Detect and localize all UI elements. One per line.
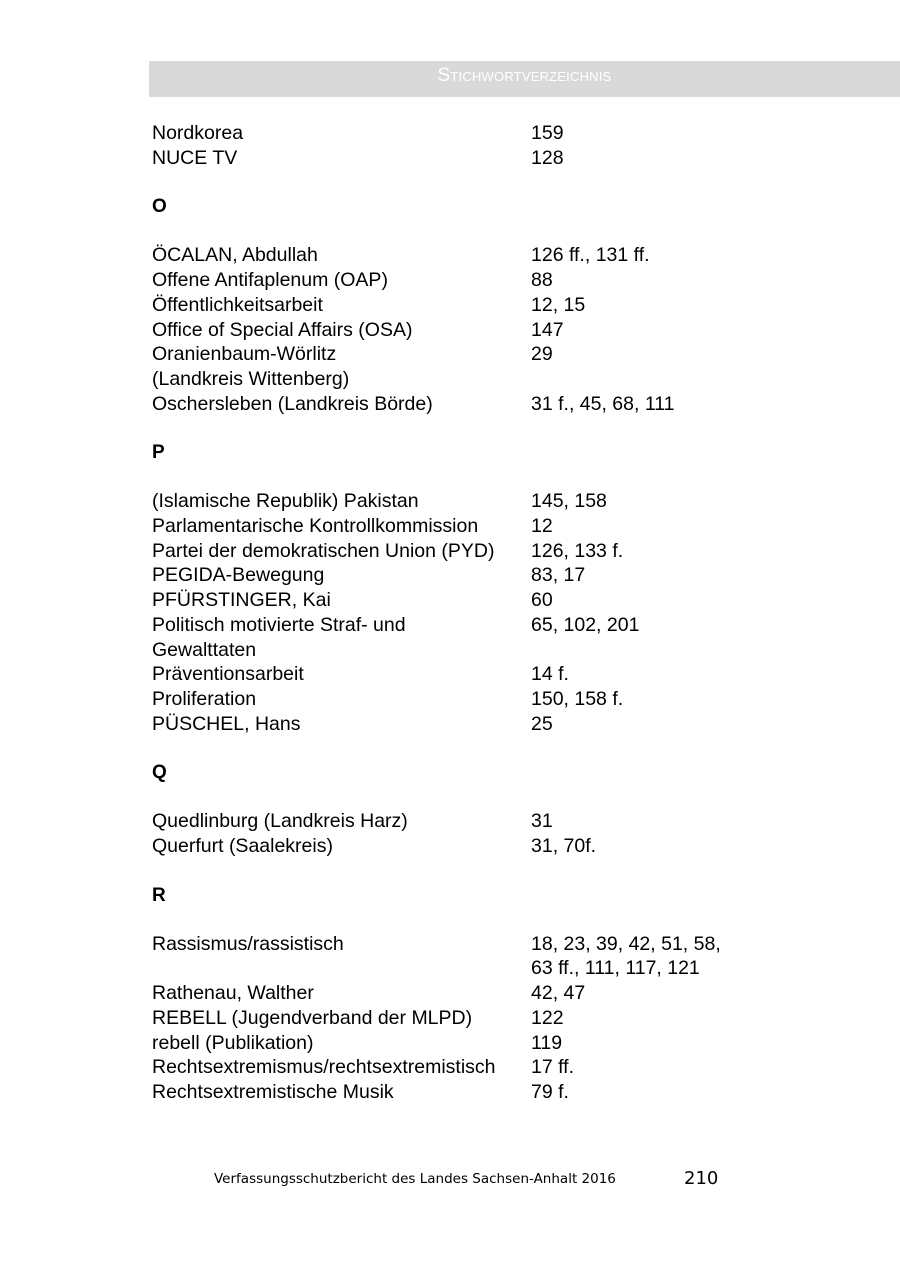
index-page-refs: 145, 158 [531, 490, 607, 513]
index-page-refs: 29 [531, 343, 553, 366]
index-page-refs: 12, 15 [531, 293, 586, 316]
index-entry [152, 981, 772, 1006]
index-term: Quedlinburg (Landkreis Harz) [152, 810, 408, 833]
index-lead-entries [152, 121, 772, 170]
index-entry [152, 293, 772, 318]
index-page-refs: 17 ff. [531, 1056, 575, 1079]
index-entry [152, 712, 772, 737]
index-page-refs: 128 [531, 146, 564, 169]
index-page-refs: 88 [531, 269, 553, 292]
index-entry [152, 342, 772, 391]
index-page-refs: 83, 17 [531, 564, 586, 587]
index-page-refs: 150, 158 f. [531, 687, 624, 710]
index-page-refs: 159 [531, 122, 564, 144]
index-entry [152, 613, 772, 662]
index-entry [152, 1080, 772, 1105]
index-term: rebell (Publikation) [152, 1031, 314, 1054]
index-term: Parlamentarische Kontrollkommission [152, 515, 479, 538]
index-page-refs: 31 f., 45, 68, 111 [531, 392, 675, 415]
section-letter-heading: P [152, 442, 165, 464]
index-entry [152, 1006, 772, 1031]
index-entry [152, 1055, 772, 1080]
index-term: PFÜRSTINGER, Kai [152, 589, 331, 612]
index-term: Nordkorea [152, 122, 244, 144]
index-section [152, 883, 772, 1105]
index-term: Rassismus/rassistisch [152, 932, 344, 955]
section-title: Stichwortverzeichnis [437, 65, 612, 86]
index-term: PEGIDA-Bewegung [152, 564, 325, 587]
index-page-refs: 119 [531, 1031, 563, 1054]
index-entry [152, 687, 772, 712]
index-term: Rechtsextremistische Musik [152, 1080, 394, 1103]
index-entry [152, 809, 772, 834]
keyword-index [152, 121, 772, 1105]
index-page-refs: 42, 47 [531, 982, 586, 1005]
index-page-refs: 122 [531, 1006, 564, 1029]
index-page-refs: 79 f. [531, 1080, 569, 1103]
index-entry [152, 932, 772, 981]
index-sections [152, 194, 772, 1104]
section-header-bar [149, 61, 900, 97]
index-entry [152, 563, 772, 588]
index-entry [152, 834, 772, 859]
index-entry [152, 268, 772, 293]
index-term: Offene Antifaplenum (OAP) [152, 269, 388, 292]
index-section [152, 760, 772, 858]
index-term: Proliferation [152, 687, 257, 710]
page-number: 210 [684, 1168, 719, 1189]
index-entry [152, 1031, 772, 1056]
index-term: (Islamische Republik) Pakistan [152, 490, 419, 513]
index-term: PÜSCHEL, Hans [152, 712, 301, 735]
index-term: Rathenau, Walther [152, 982, 314, 1005]
index-entry [152, 243, 772, 268]
index-page-refs: 18, 23, 39, 42, 51, 58, 63 ff., 111, 117, 121 [531, 932, 721, 980]
index-page-refs: 12 [531, 515, 553, 538]
footer-publication-title: Verfassungsschutzbericht des Landes Sachsen-Anhalt 2016 [214, 1171, 616, 1187]
index-page-refs: 65, 102, 201 [531, 613, 640, 636]
index-entry [152, 392, 772, 417]
index-entry [152, 588, 772, 613]
index-term: Oschersleben (Landkreis Börde) [152, 392, 433, 415]
index-entry [152, 514, 772, 539]
index-entry [152, 662, 772, 687]
section-letter-heading: Q [152, 762, 167, 784]
index-entry [152, 539, 772, 564]
index-entry [152, 146, 772, 171]
index-term: Partei der demokratischen Union (PYD) [152, 539, 495, 562]
index-page-refs: 31, 70f. [531, 835, 597, 858]
index-term: Präventionsarbeit [152, 663, 304, 686]
section-letter-heading: O [152, 196, 167, 218]
index-section [152, 440, 772, 736]
index-term: Office of Special Affairs (OSA) [152, 318, 413, 341]
index-page-refs: 14 f. [531, 663, 569, 686]
index-term: Öffentlichkeitsarbeit [152, 293, 323, 316]
index-term: Querfurt (Saalekreis) [152, 835, 333, 858]
index-term: Oranienbaum-Wörlitz (Landkreis Wittenberg) [152, 343, 350, 390]
index-entry [152, 121, 772, 146]
index-entry [152, 489, 772, 514]
index-term: Rechtsextremismus/rechtsextremistisch [152, 1056, 496, 1079]
index-term: NUCE TV [152, 146, 238, 169]
section-letter-heading: R [152, 884, 166, 906]
index-term: Politisch motivierte Straf- und Gewalttaten [152, 613, 406, 661]
index-page-refs: 126, 133 f. [531, 539, 624, 562]
index-page-refs: 25 [531, 712, 553, 735]
index-page-refs: 60 [531, 589, 553, 612]
index-page-refs: 147 [531, 318, 564, 341]
index-page-refs: 126 ff., 131 ff. [531, 244, 650, 267]
index-term: ÖCALAN, Abdullah [152, 244, 318, 267]
index-term: REBELL (Jugendverband der MLPD) [152, 1006, 473, 1029]
index-page-refs: 31 [531, 810, 553, 833]
index-section [152, 194, 772, 416]
index-entry [152, 318, 772, 343]
